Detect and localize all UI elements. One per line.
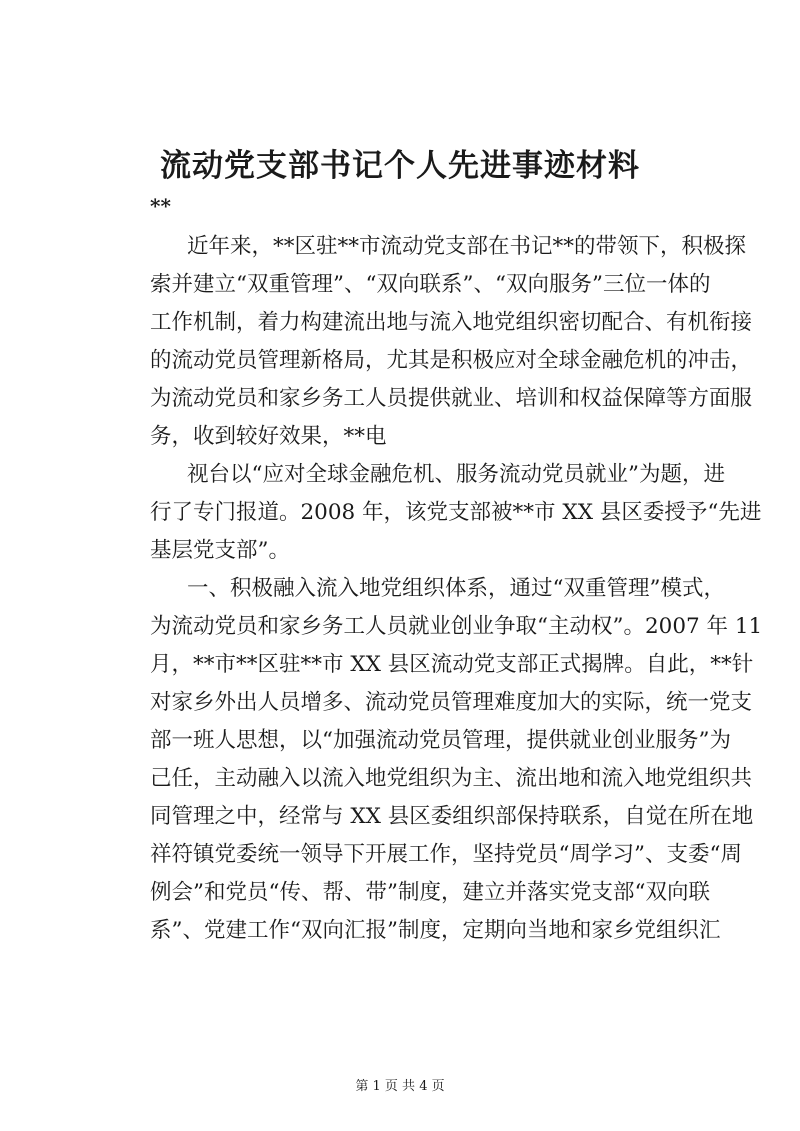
text-line: 为流动党员和家乡务工人员就业创业争取“主动权”。2007 年 11 — [150, 614, 763, 639]
text-line: 月，**市**区驻**市 XX 县区流动党支部正式揭牌。自此，**针 — [150, 652, 754, 677]
text-line: 的流动党员管理新格局，尤其是积极应对全球金融危机的冲击， — [150, 348, 753, 373]
page-footer: 第 1 页 共 4 页 — [355, 1079, 445, 1094]
text-line: 务，收到较好效果，**电 — [150, 424, 387, 449]
text-line: 工作机制，着力构建流出地与流入地党组织密切配合、有机衔接 — [150, 310, 753, 335]
text-line: 同管理之中，经常与 XX 县区委组织部保持联系，自觉在所在地 — [150, 804, 754, 829]
text-line: 例会”和党员“传、帮、带”制度，建立并落实党支部“双向联 — [150, 880, 710, 905]
text-line: 基层党支部”。 — [150, 538, 290, 563]
document-body — [150, 228, 763, 950]
text-line: 行了专门报道。2008 年，该党支部被**市 XX 县区委授予“先进 — [150, 500, 762, 525]
text-line: 对家乡外出人员增多、流动党员管理难度加大的实际，统一党支 — [150, 690, 753, 715]
text-line: 近年来，**区驻**市流动党支部在书记**的带领下，积极探 — [187, 234, 747, 259]
document-title: 流动党支部书记个人先进事迹材料 — [160, 148, 640, 184]
text-line: 系”、党建工作“双向汇报”制度，定期向当地和家乡党组织汇 — [150, 918, 721, 943]
text-line: 部一班人思想，以“加强流动党员管理，提供就业创业服务”为 — [150, 728, 731, 753]
text-line: 祥符镇党委统一领导下开展工作，坚持党员“周学习”、支委“周 — [150, 842, 742, 867]
text-line: 一、积极融入流入地党组织体系，通过“双重管理”模式， — [187, 576, 725, 601]
text-line: 视台以“应对全球金融危机、服务流动党员就业”为题，进 — [187, 462, 725, 487]
document-author: ** — [150, 194, 171, 218]
text-line: 索并建立“双重管理”、“双向联系”、“双向服务”三位一体的 — [150, 272, 711, 297]
text-line: 为流动党员和家乡务工人员提供就业、培训和权益保障等方面服 — [150, 386, 753, 411]
text-line: 己任，主动融入以流入地党组织为主、流出地和流入地党组织共 — [150, 766, 753, 791]
